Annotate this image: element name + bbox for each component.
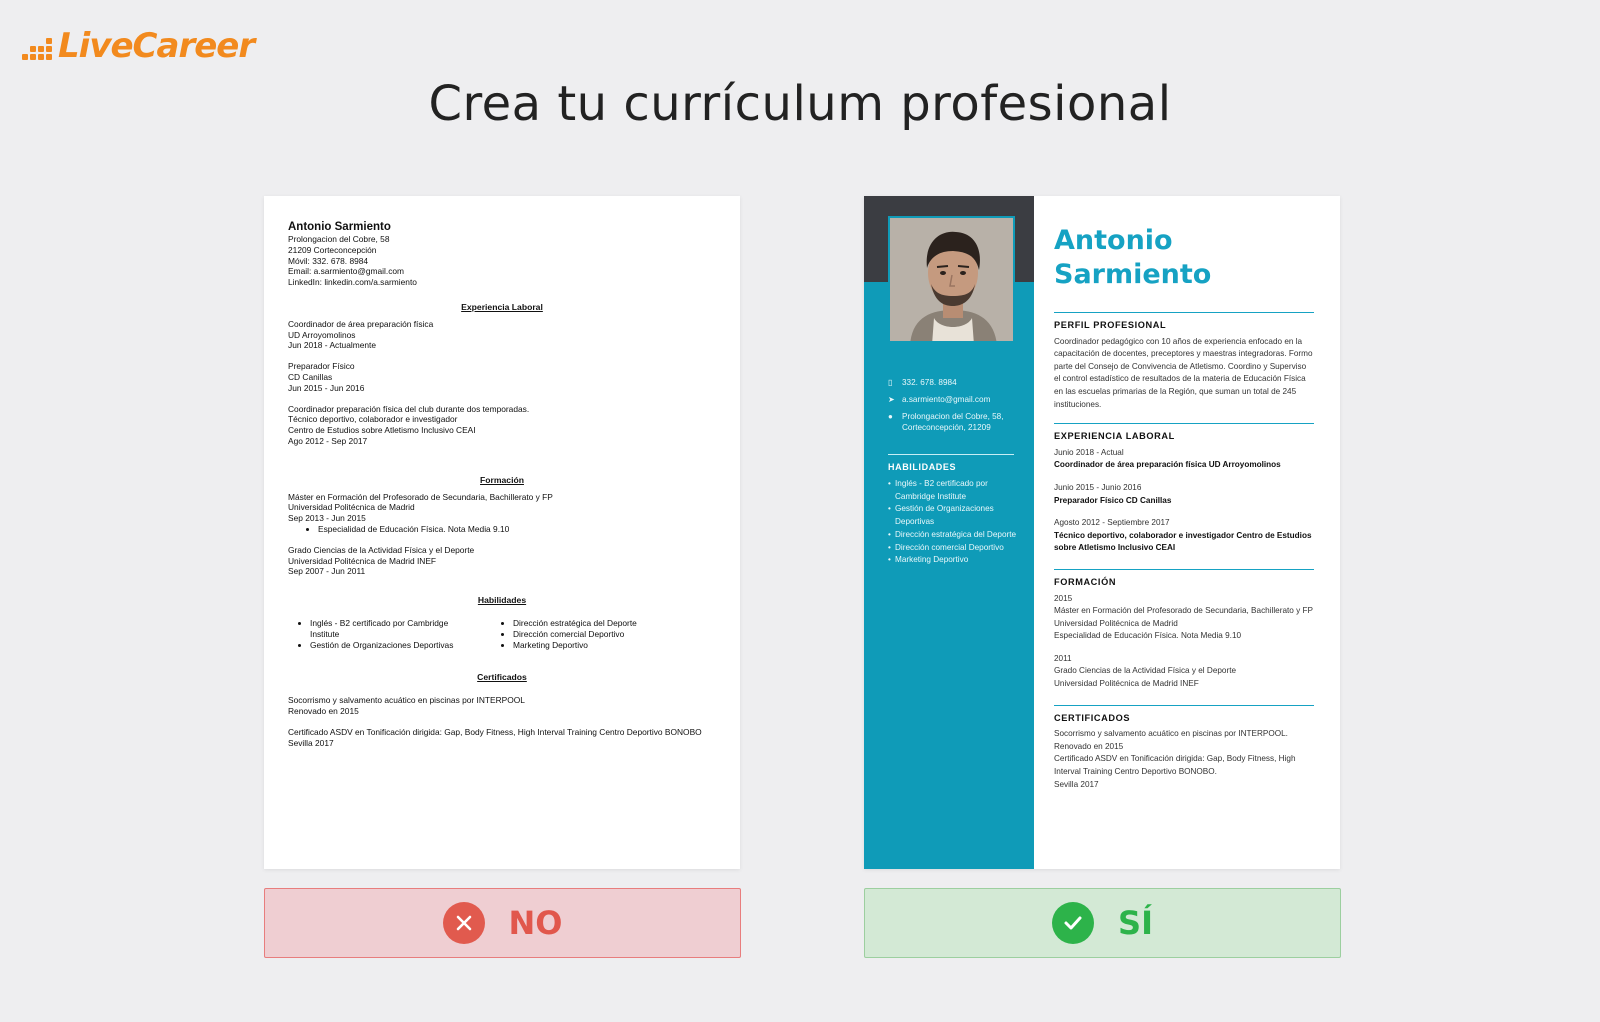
phone-icon: ▯	[888, 378, 893, 387]
sidebar-section-heading: HABILIDADES	[888, 462, 957, 472]
section-heading: Habilidades	[477, 595, 527, 606]
address-text: Prolongacion del Cobre, 58, Corteconcepción, 21209	[902, 412, 1004, 432]
cert-title: Socorrismo y salvamento acuático en piscinas por INTERPOOL	[288, 695, 525, 706]
phone-text: 332. 678. 8984	[902, 378, 957, 387]
contact-block	[288, 234, 716, 288]
job-dates: Jun 2015 - Jun 2016	[288, 382, 365, 393]
section-heading: Formación	[480, 474, 524, 485]
no-label: NO	[508, 904, 563, 942]
resume-main-column	[1034, 196, 1340, 869]
sidebar-divider	[888, 454, 1014, 455]
dates: Sep 2007 - Jun 2011	[288, 566, 366, 577]
yes-label: SÍ	[1118, 904, 1153, 942]
job-dates: Junio 2018 - Actual	[1054, 447, 1124, 457]
job-title: Técnico deportivo, colaborador e investigador	[288, 414, 458, 425]
section-heading: PERFIL PROFESIONAL	[1054, 312, 1314, 332]
skill-item: • Gestión de Organizaciones Deportivas	[310, 640, 513, 651]
education-year: 2011	[1054, 653, 1072, 663]
page-title: Crea tu currículum profesional	[428, 76, 1172, 132]
contact-line: 21209 Corteconcepción	[288, 244, 377, 255]
job-dates: Jun 2018 - Actualmente	[288, 340, 376, 351]
logo-bars-icon	[22, 38, 52, 60]
contact-phone	[888, 377, 1018, 388]
resume-name	[1054, 224, 1314, 292]
degree: Máster en Formación del Profesorado de Secundaria, Bachillerato y FP	[1054, 606, 1313, 616]
profile-summary: Coordinador pedagógico con 10 años de experiencia enfocado en la capacitación de docentes, preceptores y maestras integradoras. Formo parte del Consejo de Convivencia de Atletismo. Coordino y Superviso el control estadístico de resultados de la materia de Educación Física en las escuelas primarias de la Región, que suman un total de 245 instituciones.	[1054, 336, 1313, 409]
job-entry	[288, 361, 716, 393]
email-text: a.sarmiento@gmail.com	[902, 395, 991, 404]
cert-date: Renovado en 2015	[288, 705, 359, 716]
job-dates: Agosto 2012 - Septiembre 2017	[1054, 518, 1170, 528]
cert-line: Certificado ASDV en Tonificación dirigida: Gap, Body Fitness, High Interval Training Centro Deportivo BONOBO.	[1054, 754, 1296, 777]
skill-item: • Dirección comercial Deportivo	[513, 629, 716, 640]
section-heading: FORMACIÓN	[1054, 569, 1314, 589]
contact-line: LinkedIn: linkedin.com/a.sarmiento	[288, 277, 417, 288]
contact-line: Móvil: 332. 678. 8984	[288, 255, 369, 266]
cert-entry	[288, 727, 716, 749]
skills-list	[288, 618, 716, 650]
education-entry	[288, 545, 716, 577]
education-entry	[288, 492, 716, 535]
education-entry	[1054, 593, 1314, 643]
contact-line: Email: a.sarmiento@gmail.com	[288, 266, 405, 277]
education-note: • Especialidad de Educación Física. Nota Media 9.10	[318, 524, 716, 535]
skill-item: • Dirección comercial Deportivo	[888, 542, 1018, 555]
certs-list	[1054, 728, 1314, 791]
last-name: Sarmiento	[1054, 259, 1212, 290]
school: Universidad Politécnica de Madrid INEF	[1054, 679, 1199, 689]
education-year: 2015	[1054, 593, 1073, 603]
profile-photo	[888, 216, 1015, 343]
cert-date: Sevilla 2017	[288, 737, 334, 748]
logo-text: LiveCareer	[58, 26, 255, 66]
skill-item: • Gestión de Organizaciones Deportivas	[888, 503, 1018, 528]
first-name: Antonio	[1054, 225, 1173, 256]
job-entry	[1054, 517, 1314, 555]
degree: Máster en Formación del Profesorado de Secundaria, Bachillerato y FP	[288, 491, 553, 502]
job-title: Preparador Físico CD Canillas	[1054, 495, 1172, 505]
job-org: Centro de Estudios sobre Atletismo Inclusivo CEAI	[288, 425, 476, 436]
section-heading: Certificados	[477, 672, 527, 683]
check-circle-icon	[1052, 902, 1094, 944]
contact-email	[888, 394, 1018, 405]
job-title: Técnico deportivo, colaborador e investigador Centro de Estudios sobre Atletismo Inclusivo CEAI	[1054, 530, 1312, 553]
no-verdict-button[interactable]	[264, 888, 741, 958]
skill-item: • Inglés - B2 certificado por Cambridge Institute	[888, 478, 1018, 503]
cert-title: Certificado ASDV en Tonificación dirigida: Gap, Body Fitness, High Interval Training Centro Deportivo BONOBO	[288, 726, 702, 737]
skill-item: • Dirección estratégica del Deporte	[888, 529, 1018, 542]
job-org: UD Arroyomolinos	[288, 329, 356, 340]
school: Universidad Politécnica de Madrid	[1054, 618, 1178, 628]
contact-address	[888, 411, 1018, 433]
skill-item: • Marketing Deportivo	[513, 640, 716, 651]
contact-line: Prolongacion del Cobre, 58	[288, 234, 390, 244]
contact-list	[888, 377, 1018, 439]
cert-line: Socorrismo y salvamento acuático en piscinas por INTERPOOL.	[1054, 729, 1288, 739]
sidebar-skills-list	[888, 478, 1018, 567]
styled-resume-example	[864, 196, 1340, 869]
skill-item: • Marketing Deportivo	[888, 554, 1018, 567]
job-org: CD Canillas	[288, 371, 333, 382]
school: Universidad Politécnica de Madrid	[288, 502, 415, 513]
cert-entry	[288, 695, 716, 717]
job-entry	[1054, 447, 1314, 472]
section-heading: EXPERIENCIA LABORAL	[1054, 423, 1314, 443]
school: Universidad Politécnica de Madrid INEF	[288, 555, 437, 566]
yes-verdict-button[interactable]	[864, 888, 1341, 958]
plain-resume-example	[264, 196, 740, 869]
job-desc: Coordinador preparación física del club durante dos temporadas.	[288, 403, 530, 414]
job-title: Preparador Físico	[288, 361, 355, 372]
skill-item: • Dirección estratégica del Deporte	[513, 618, 716, 629]
job-dates: Junio 2015 - Junio 2016	[1054, 482, 1142, 492]
job-title: Coordinador de área preparación física UD Arroyomolinos	[1054, 460, 1281, 470]
education-note: Especialidad de Educación Física. Nota Media 9.10	[1054, 631, 1242, 641]
job-title: Coordinador de área preparación física	[288, 318, 434, 329]
send-icon: ➤	[888, 395, 895, 404]
job-entry	[1054, 482, 1314, 507]
skill-item: • Inglés - B2 certificado por Cambridge Institute	[310, 618, 460, 640]
portrait-illustration	[890, 218, 1015, 343]
degree: Grado Ciencias de la Actividad Física y el Deporte	[288, 544, 475, 555]
resume-sidebar	[864, 196, 1034, 869]
section-heading: CERTIFICADOS	[1054, 705, 1314, 725]
cert-line: Sevilla 2017	[1054, 779, 1099, 789]
job-entry	[288, 404, 716, 447]
cert-line: Renovado en 2015	[1054, 741, 1124, 751]
resume-name: Antonio Sarmiento	[288, 221, 391, 233]
job-dates: Ago 2012 - Sep 2017	[288, 435, 368, 446]
degree: Grado Ciencias de la Actividad Física y el Deporte	[1054, 666, 1237, 676]
dates: Sep 2013 - Jun 2015	[288, 513, 366, 524]
x-circle-icon	[443, 902, 485, 944]
job-entry	[288, 319, 716, 351]
livecareer-logo[interactable]	[22, 26, 254, 66]
education-entry	[1054, 653, 1314, 691]
section-heading: Experiencia Laboral	[461, 301, 543, 312]
location-pin-icon: ●	[888, 412, 893, 421]
